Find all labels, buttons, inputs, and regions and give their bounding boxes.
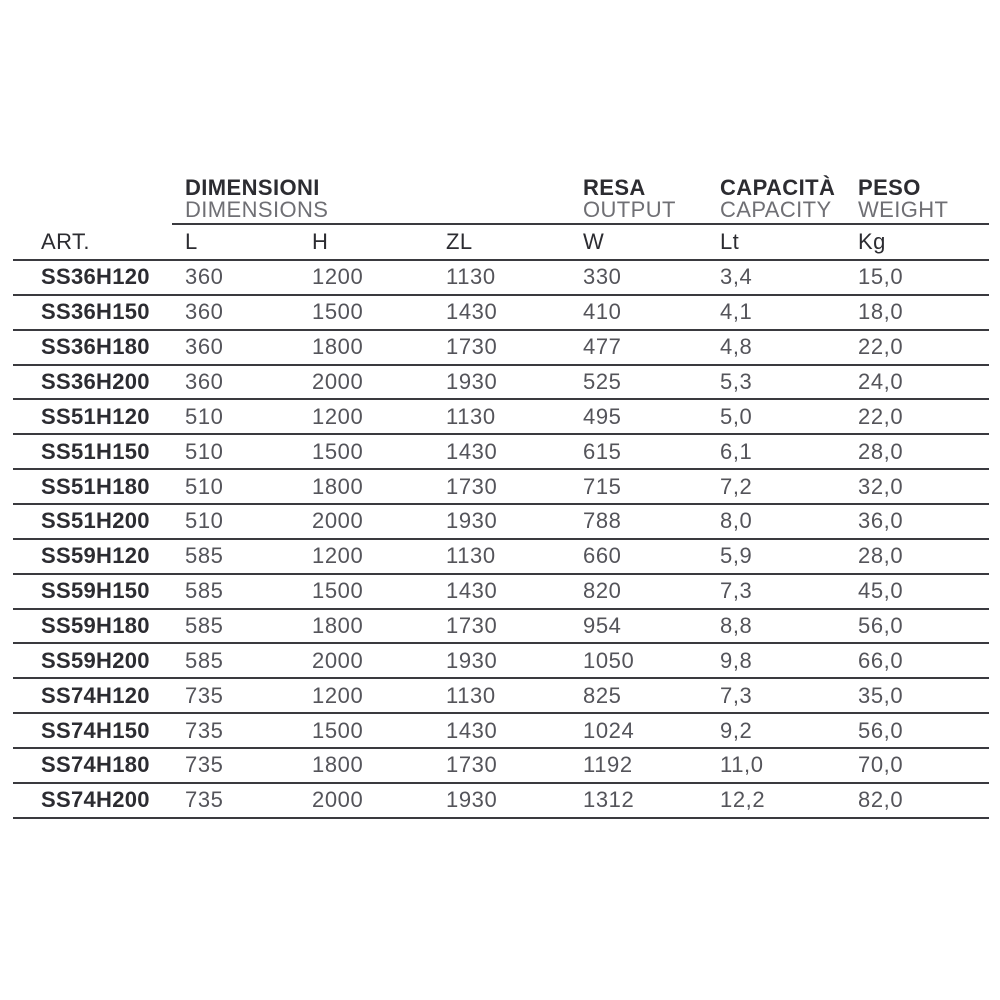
- cell-kg: 56,0: [858, 613, 904, 639]
- cell-zl: 1430: [446, 299, 498, 325]
- cell-art: SS51H180: [41, 473, 150, 499]
- cell-lt: 4,8: [720, 334, 753, 360]
- cell-h: 2000: [312, 647, 364, 673]
- group-header-primary-label: CAPACITÀ: [720, 175, 836, 200]
- table-body: [13, 261, 989, 819]
- cell-zl: 1730: [446, 473, 498, 499]
- cell-w: 820: [583, 578, 622, 604]
- cell-h: 2000: [312, 787, 364, 813]
- cell-zl: 1930: [446, 369, 498, 394]
- cell-art: SS74H200: [41, 787, 150, 813]
- cell-h: 2000: [312, 369, 364, 394]
- table-row: [13, 400, 989, 435]
- cell-art: SS74H150: [41, 717, 150, 743]
- cell-art: SS59H120: [41, 543, 150, 569]
- cell-w: 330: [583, 264, 622, 290]
- cell-h: 1800: [312, 473, 364, 499]
- cell-art: SS51H150: [41, 438, 150, 464]
- cell-lt: 7,3: [720, 578, 753, 604]
- cell-lt: 6,1: [720, 438, 753, 464]
- cell-l: 585: [185, 578, 224, 604]
- cell-art: SS36H180: [41, 334, 150, 360]
- cell-h: 1800: [312, 334, 364, 360]
- cell-lt: 8,0: [720, 508, 753, 534]
- cell-zl: 1430: [446, 717, 498, 743]
- table-row: [13, 610, 989, 645]
- column-header-art: ART.: [41, 229, 90, 254]
- cell-zl: 1130: [446, 682, 496, 708]
- cell-lt: 8,8: [720, 613, 753, 639]
- cell-w: 495: [583, 403, 622, 429]
- cell-w: 1312: [583, 787, 635, 813]
- cell-w: 788: [583, 508, 622, 534]
- cell-kg: 36,0: [858, 508, 904, 534]
- group-header-secondary-label: OUTPUT: [583, 197, 676, 222]
- group-header-primary-label: PESO: [858, 175, 921, 200]
- table-row: [13, 331, 989, 366]
- cell-lt: 5,9: [720, 543, 753, 569]
- cell-l: 510: [185, 473, 224, 499]
- cell-w: 954: [583, 613, 622, 639]
- cell-l: 735: [185, 787, 224, 813]
- cell-lt: 9,8: [720, 647, 753, 673]
- cell-zl: 1130: [446, 264, 496, 290]
- cell-zl: 1430: [446, 578, 498, 604]
- cell-w: 715: [583, 473, 622, 499]
- product-spec-table: [13, 176, 989, 819]
- cell-kg: 56,0: [858, 717, 904, 743]
- cell-w: 1024: [583, 717, 635, 743]
- cell-kg: 22,0: [858, 334, 904, 360]
- cell-l: 360: [185, 299, 224, 325]
- cell-w: 410: [583, 299, 622, 325]
- group-header-capacity: [720, 176, 858, 225]
- cell-art: SS51H120: [41, 403, 150, 429]
- cell-l: 360: [185, 369, 224, 394]
- column-header-kg: Kg: [858, 229, 886, 254]
- group-header-primary-label: RESA: [583, 175, 646, 200]
- cell-kg: 28,0: [858, 543, 904, 569]
- cell-w: 1050: [583, 647, 635, 673]
- cell-zl: 1130: [446, 403, 496, 429]
- cell-lt: 4,1: [720, 299, 753, 325]
- column-header-l: L: [185, 229, 198, 254]
- table-row: [13, 714, 989, 749]
- cell-kg: 22,0: [858, 403, 904, 429]
- table-row: [13, 366, 989, 401]
- cell-l: 510: [185, 438, 224, 464]
- table-row: [13, 296, 989, 331]
- cell-zl: 1430: [446, 438, 498, 464]
- cell-h: 1500: [312, 578, 364, 604]
- cell-zl: 1930: [446, 508, 498, 534]
- cell-lt: 7,2: [720, 473, 753, 499]
- cell-kg: 18,0: [858, 299, 904, 325]
- cell-zl: 1730: [446, 613, 498, 639]
- cell-art: SS36H120: [41, 264, 150, 290]
- cell-art: SS74H120: [41, 682, 150, 708]
- table-row: [13, 679, 989, 714]
- cell-art: SS59H180: [41, 613, 150, 639]
- cell-art: SS59H150: [41, 578, 150, 604]
- cell-art: SS51H200: [41, 508, 150, 534]
- cell-zl: 1730: [446, 752, 498, 778]
- column-header-row: [13, 225, 989, 261]
- cell-kg: 28,0: [858, 438, 904, 464]
- cell-h: 1200: [312, 403, 364, 429]
- cell-w: 477: [583, 334, 622, 360]
- cell-kg: 35,0: [858, 682, 904, 708]
- cell-kg: 70,0: [858, 752, 904, 778]
- table-row: [13, 435, 989, 470]
- cell-lt: 11,0: [720, 752, 764, 778]
- cell-h: 1200: [312, 682, 364, 708]
- cell-h: 1500: [312, 717, 364, 743]
- group-header-secondary-label: DIMENSIONS: [185, 197, 329, 222]
- cell-art: SS36H150: [41, 299, 150, 325]
- cell-l: 510: [185, 403, 224, 429]
- table-row: [13, 784, 989, 819]
- cell-lt: 7,3: [720, 682, 753, 708]
- cell-kg: 15,0: [858, 264, 904, 290]
- cell-lt: 9,2: [720, 717, 753, 743]
- cell-l: 360: [185, 264, 224, 290]
- column-header-w: W: [583, 229, 605, 254]
- group-header-dimensions: [185, 176, 583, 225]
- cell-l: 735: [185, 717, 224, 743]
- cell-h: 2000: [312, 508, 364, 534]
- cell-l: 735: [185, 682, 224, 708]
- column-header-h: H: [312, 229, 329, 254]
- cell-h: 1800: [312, 613, 364, 639]
- cell-h: 1200: [312, 543, 364, 569]
- cell-h: 1200: [312, 264, 364, 290]
- table-row: [13, 505, 989, 540]
- cell-kg: 66,0: [858, 647, 904, 673]
- cell-lt: 12,2: [720, 787, 766, 813]
- group-header-output: [583, 176, 720, 225]
- table-row: [13, 749, 989, 784]
- cell-l: 585: [185, 543, 224, 569]
- cell-lt: 5,3: [720, 369, 753, 394]
- group-header-secondary-label: CAPACITY: [720, 197, 832, 222]
- cell-l: 360: [185, 334, 224, 360]
- table-row: [13, 540, 989, 575]
- cell-l: 585: [185, 613, 224, 639]
- cell-h: 1800: [312, 752, 364, 778]
- cell-w: 525: [583, 369, 622, 394]
- cell-w: 1192: [583, 752, 633, 778]
- group-header-secondary-label: WEIGHT: [858, 197, 949, 222]
- cell-l: 510: [185, 508, 224, 534]
- cell-w: 825: [583, 682, 622, 708]
- cell-kg: 45,0: [858, 578, 904, 604]
- cell-l: 585: [185, 647, 224, 673]
- group-header-underline: [172, 223, 989, 225]
- cell-zl: 1730: [446, 334, 498, 360]
- cell-lt: 5,0: [720, 403, 753, 429]
- group-header-row: [13, 176, 989, 225]
- cell-w: 615: [583, 438, 622, 464]
- cell-zl: 1930: [446, 787, 498, 813]
- cell-h: 1500: [312, 438, 364, 464]
- cell-kg: 24,0: [858, 369, 904, 394]
- column-header-zl: ZL: [446, 229, 473, 254]
- cell-zl: 1130: [446, 543, 496, 569]
- cell-art: SS36H200: [41, 369, 150, 394]
- cell-zl: 1930: [446, 647, 498, 673]
- group-header-primary-label: DIMENSIONI: [185, 175, 320, 200]
- cell-art: SS74H180: [41, 752, 150, 778]
- table-row: [13, 470, 989, 505]
- cell-lt: 3,4: [720, 264, 753, 290]
- cell-h: 1500: [312, 299, 364, 325]
- column-header-lt: Lt: [720, 229, 740, 254]
- table-row: [13, 261, 989, 296]
- cell-art: SS59H200: [41, 647, 150, 673]
- cell-kg: 32,0: [858, 473, 904, 499]
- table-row: [13, 644, 989, 679]
- table-row: [13, 575, 989, 610]
- cell-l: 735: [185, 752, 224, 778]
- cell-w: 660: [583, 543, 622, 569]
- cell-kg: 82,0: [858, 787, 904, 813]
- group-header-weight: [858, 176, 989, 225]
